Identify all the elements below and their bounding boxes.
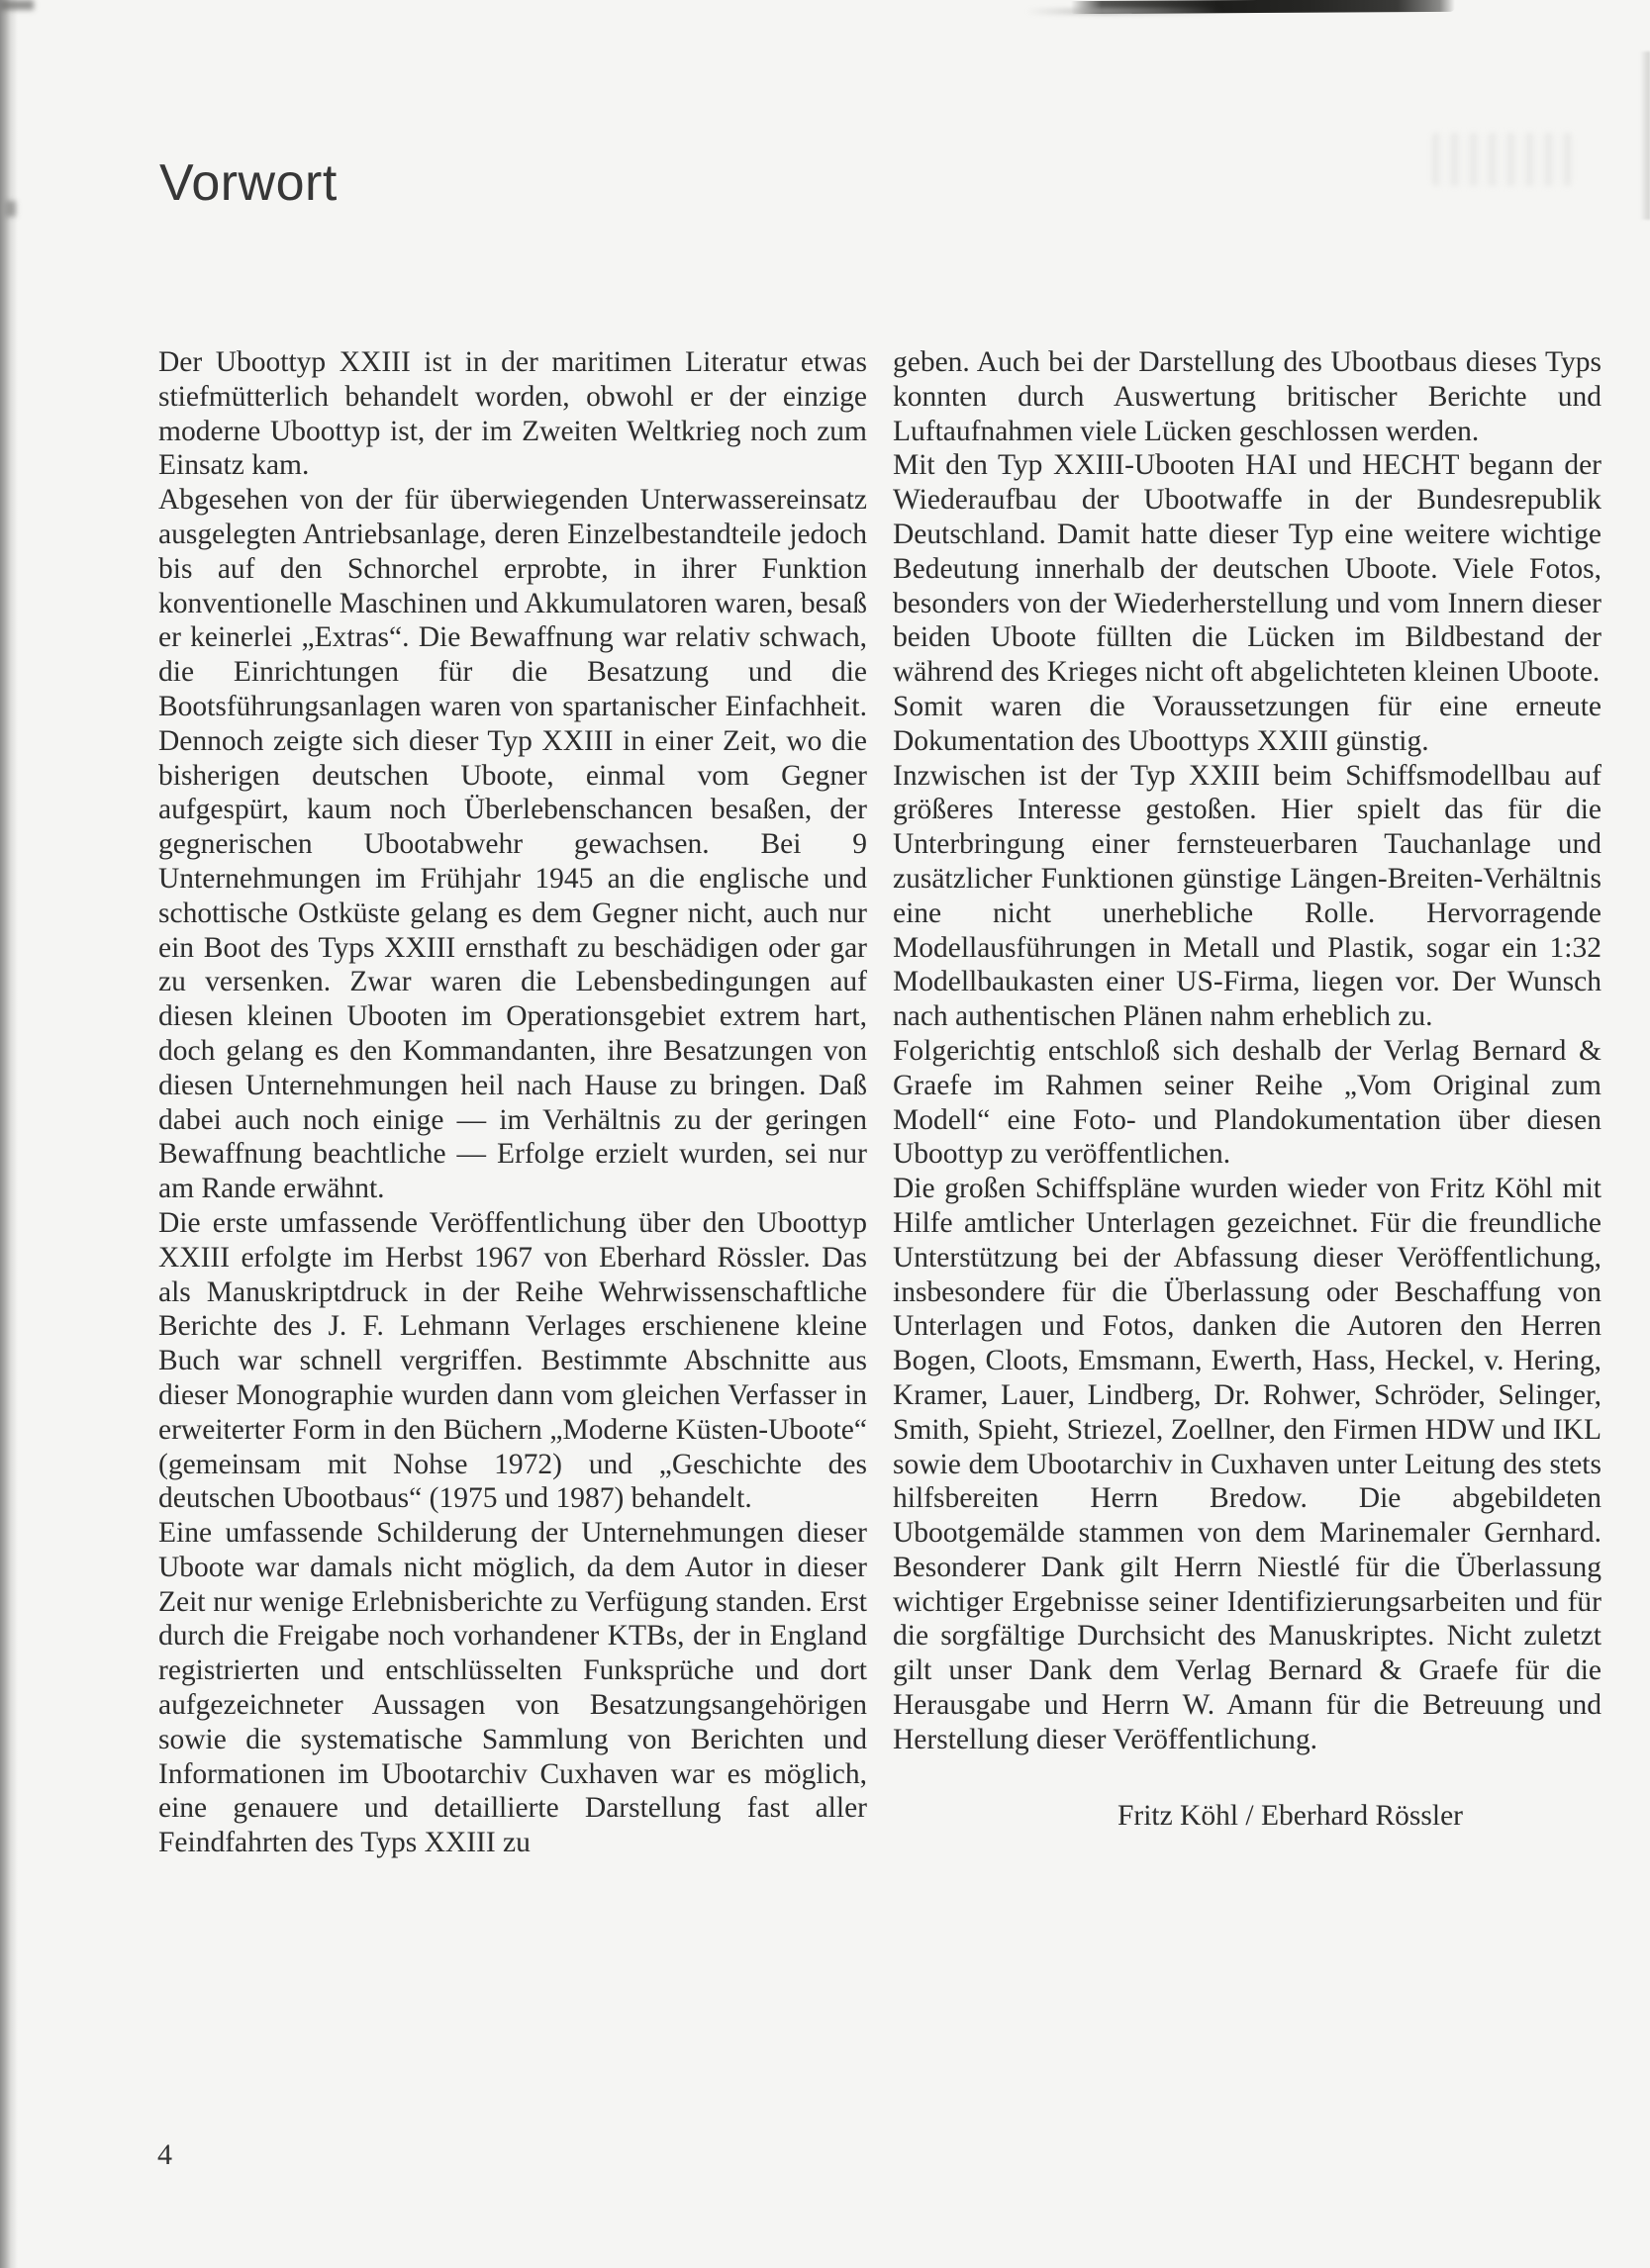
paragraph: Inzwischen ist der Typ XXIII beim Schiffsmodellbau auf größeres Interesse gestoßen. Hier spielt das für die Unterbringung einer fernsteuerbaren Tauchanlage und zusätzlicher Funktionen günstige Längen-Breiten-Verhältnis eine nicht unerhebliche Rolle. Hervorragende Modellausführungen in Metall und Plastik, sogar ein 1:32 Modellbaukasten einer US-Firma, liegen vor. Der Wunsch nach authentischen Plänen nahm erheblich zu. xyxy=(893,759,1601,1033)
right-column xyxy=(893,345,1601,1860)
paragraph: Die erste umfassende Veröffentlichung über den Uboottyp XXIII erfolgte im Herbst 1967 von Eberhard Rössler. Das als Manuskriptdruck in der Reihe Wehrwissenschaftliche Berichte des J. F. Lehmann Verlages erschienene kleine Buch war schnell vergriffen. Bestimmte Abschnitte aus dieser Monographie wurden dann vom gleichen Verfasser in erweiterter Form in den Büchern „Moderne Küsten-Uboote“ (gemeinsam mit Nohse 1972) und „Geschichte des deutschen Ubootbaus“ (1975 und 1987) behandelt. xyxy=(158,1206,867,1515)
scan-smudge-left-mid xyxy=(4,201,16,217)
paragraph: Eine umfassende Schilderung der Unternehmungen dieser Uboote war damals nicht möglich, da dem Autor in dieser Zeit nur wenige Erlebnisberichte zu Verfügung standen. Erst durch die Freigabe noch vorhandener KTBs, der in England registrierten und entschlüsselten Funksprüche und dort aufgezeichneter Aussagen von Besatzungsangehörigen sowie die systematische Sammlung von Berichten und Informationen im Ubootarchiv Cuxhaven war es möglich, eine genauere und detaillierte Darstellung fast aller Feindfahrten des Typs XXIII zu xyxy=(158,1517,867,1859)
page-title: Vorwort xyxy=(159,153,338,212)
scan-edge-right xyxy=(1640,51,1650,220)
bleed-through-mark xyxy=(1432,133,1573,186)
page-number: 4 xyxy=(157,2138,172,2171)
text-columns xyxy=(158,345,1601,1860)
authors-signature: Fritz Köhl / Eberhard Rössler xyxy=(1116,1799,1463,1832)
paragraph: Somit waren die Voraussetzungen für eine erneute Dokumentation des Uboottyps XXIII günstig. xyxy=(893,690,1601,757)
paragraph: Abgesehen von der für überwiegenden Unterwassereinsatz ausgelegten Antriebsanlage, deren Einzelbestandteile jedoch bis auf den Schnorchel erprobte, in ihrer Funktion konventionelle Maschinen und Akkumulatoren waren, besaß er keinerlei „Extras“. Die Bewaffnung war relativ schwach, die Einrichtungen für die Besatzung und die Bootsführungsanlagen waren von spartanischer Einfachheit. Dennoch zeigte sich dieser Typ XXIII in einer Zeit, wo die bisherigen deutschen Uboote, einmal vom Gegner aufgespürt, kaum noch Überlebenschancen besaßen, der gegnerischen Ubootabwehr gewachsen. Bei 9 Unternehmungen im Frühjahr 1945 an die englische und schottische Ostküste gelang es dem Gegner nicht, auch nur ein Boot des Typs XXIII ernsthaft zu beschädigen oder gar zu versenken. Zwar waren die Lebensbedingungen auf diesen kleinen Ubooten im Operationsgebiet extrem hart, doch gelang es den Kommandanten, ihre Besatzungen von diesen Unternehmungen heil nach Hause zu bringen. Daß dabei auch noch einige — im Verhältnis zu der geringen Bewaffnung beachtliche — Erfolge erzielt wurden, sei nur am Rande erwähnt. xyxy=(158,484,868,1205)
scan-fringe-top-right xyxy=(1025,8,1223,15)
paragraph: Folgerichtig entschloß sich deshalb der Verlag Bernard & Graefe im Rahmen seiner Reihe „Vom Original zum Modell“ eine Foto- und Plandokumentation über diesen Uboottyp zu veröffentlichen. xyxy=(893,1034,1601,1171)
left-column xyxy=(158,345,867,1860)
paragraph: Die großen Schiffspläne wurden wieder von Fritz Köhl mit Hilfe amtlicher Unterlagen gezeichnet. Für die freundliche Unterstützung bei der Abfassung dieser Veröffentlichung, insbesondere für die Überlassung oder Beschaffung von Unterlagen und Fotos, danken die Autoren den Herren Bogen, Cloots, Emsmann, Ewerth, Hass, Heckel, v. Hering, Kramer, Lauer, Lindberg, Dr. Rohwer, Schröder, Selinger, Smith, Spieht, Striezel, Zoellner, den Firmen HDW und IKL sowie dem Ubootarchiv in Cuxhaven unter Leitung des stets hilfsbereiten Herrn Bredow. Die abgebildeten Ubootgemälde stammen von dem Marinemaler Gernhard. Besonderer Dank gilt Herrn Niestlé für die Überlassung wichtiger Ergebnisse seiner Identifizierungsarbeiten und für die sorgfältige Durchsicht des Manuskriptes. Nicht zuletzt gilt unser Dank dem Verlag Bernard & Graefe für die Herausgabe und Herrn W. Amann für die Betreuung und Herstellung dieser Veröffentlichung. xyxy=(893,1173,1601,1755)
scan-smudge-top-left xyxy=(0,0,34,10)
paragraph: geben. Auch bei der Darstellung des Ubootbaus dieses Typs konnten durch Auswertung britischer Berichte und Luftaufnahmen viele Lücken geschlossen werden. xyxy=(893,346,1601,447)
paragraph: Mit den Typ XXIII-Ubooten HAI und HECHT begann der Wiederaufbau der Ubootwaffe in der Bundesrepublik Deutschland. Damit hatte dieser Typ eine weitere wichtige Bedeutung innerhalb der deutschen Uboote. Viele Fotos, besonders von der Wiederherstellung und vom Innern dieser beiden Uboote füllten die Lücken im Bildbestand der während des Krieges nicht oft abgelichteten kleinen Uboote. xyxy=(893,449,1601,689)
scan-edge-left xyxy=(0,0,18,2268)
paragraph: Der Uboottyp XXIII ist in der maritimen Literatur etwas stiefmütterlich behandelt worden, obwohl er der einzige moderne Uboottyp ist, der im Zweiten Weltkrieg noch zum Einsatz kam. xyxy=(158,346,867,482)
